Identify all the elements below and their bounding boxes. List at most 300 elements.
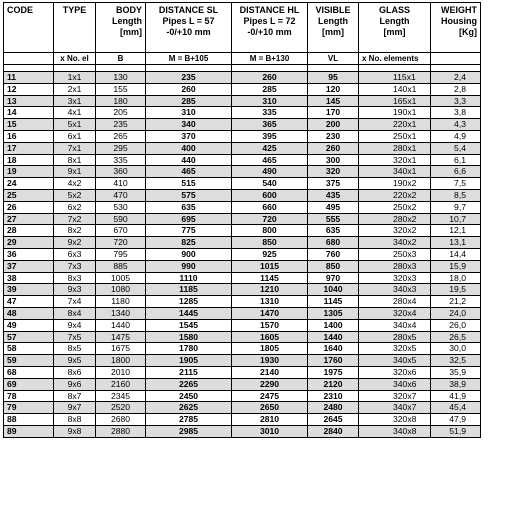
cell-distance-sl: 465 <box>146 166 232 178</box>
table-row <box>4 119 481 131</box>
cell-code: 59 <box>4 355 54 367</box>
cell-weight: 12,1 <box>431 225 481 237</box>
spacer-row <box>4 65 481 72</box>
cell-distance-hl: 3010 <box>232 425 308 437</box>
table-row <box>4 248 481 260</box>
cell-glass: 280x4 <box>359 296 431 308</box>
cell-code: 47 <box>4 296 54 308</box>
cell-weight: 47,9 <box>431 414 481 426</box>
cell-glass: 190x1 <box>359 107 431 119</box>
cell-type: 6x3 <box>54 248 96 260</box>
table-row <box>4 390 481 402</box>
cell-glass: 280x5 <box>359 331 431 343</box>
cell-distance-hl: 1805 <box>232 343 308 355</box>
cell-type: 2x1 <box>54 83 96 95</box>
cell-type: 8x6 <box>54 366 96 378</box>
table-row <box>4 189 481 201</box>
cell-visible: 230 <box>308 130 359 142</box>
cell-glass: 320x2 <box>359 225 431 237</box>
cell-code: 49 <box>4 319 54 331</box>
cell-glass: 320x3 <box>359 272 431 284</box>
cell-distance-sl: 260 <box>146 83 232 95</box>
cell-code: 69 <box>4 378 54 390</box>
cell-weight: 3,3 <box>431 95 481 107</box>
cell-code: 36 <box>4 248 54 260</box>
table-row <box>4 425 481 437</box>
cell-distance-sl: 1905 <box>146 355 232 367</box>
cell-type: 7x2 <box>54 213 96 225</box>
cell-body: 1080 <box>96 284 146 296</box>
cell-glass: 115x1 <box>359 72 431 84</box>
subheader-glass: x No. elements <box>359 53 431 65</box>
subheader-weight <box>431 53 481 65</box>
cell-visible: 555 <box>308 213 359 225</box>
cell-code: 48 <box>4 307 54 319</box>
cell-glass: 220x1 <box>359 119 431 131</box>
header-distance-sl: DISTANCE SL Pipes L = 57 -0/+10 mm <box>146 3 232 53</box>
cell-body: 360 <box>96 166 146 178</box>
table-row <box>4 72 481 84</box>
table-row <box>4 414 481 426</box>
cell-distance-sl: 2450 <box>146 390 232 402</box>
table-row <box>4 378 481 390</box>
cell-glass: 250x2 <box>359 201 431 213</box>
cell-body: 590 <box>96 213 146 225</box>
subheader-row <box>4 53 481 65</box>
cell-glass: 320x4 <box>359 307 431 319</box>
cell-weight: 18,0 <box>431 272 481 284</box>
cell-type: 8x8 <box>54 414 96 426</box>
cell-body: 1005 <box>96 272 146 284</box>
cell-visible: 260 <box>308 142 359 154</box>
cell-weight: 30,0 <box>431 343 481 355</box>
cell-distance-sl: 1780 <box>146 343 232 355</box>
cell-visible: 850 <box>308 260 359 272</box>
table-row <box>4 307 481 319</box>
cell-visible: 635 <box>308 225 359 237</box>
cell-visible: 495 <box>308 201 359 213</box>
cell-distance-sl: 370 <box>146 130 232 142</box>
cell-distance-sl: 1110 <box>146 272 232 284</box>
cell-distance-sl: 310 <box>146 107 232 119</box>
cell-glass: 220x2 <box>359 189 431 201</box>
cell-visible: 1760 <box>308 355 359 367</box>
cell-glass: 340x7 <box>359 402 431 414</box>
cell-visible: 1305 <box>308 307 359 319</box>
cell-code: 27 <box>4 213 54 225</box>
cell-body: 2680 <box>96 414 146 426</box>
cell-weight: 15,9 <box>431 260 481 272</box>
cell-weight: 8,5 <box>431 189 481 201</box>
cell-distance-hl: 310 <box>232 95 308 107</box>
cell-code: 12 <box>4 83 54 95</box>
cell-weight: 26,0 <box>431 319 481 331</box>
cell-distance-hl: 1470 <box>232 307 308 319</box>
cell-type: 8x4 <box>54 307 96 319</box>
cell-code: 16 <box>4 130 54 142</box>
cell-code: 89 <box>4 425 54 437</box>
cell-distance-sl: 695 <box>146 213 232 225</box>
cell-distance-sl: 340 <box>146 119 232 131</box>
cell-body: 265 <box>96 130 146 142</box>
cell-weight: 14,4 <box>431 248 481 260</box>
table-row <box>4 201 481 213</box>
cell-weight: 51,9 <box>431 425 481 437</box>
cell-distance-sl: 1580 <box>146 331 232 343</box>
cell-visible: 1640 <box>308 343 359 355</box>
cell-distance-hl: 660 <box>232 201 308 213</box>
header-glass: GLASS Length [mm] <box>359 3 431 53</box>
table-row <box>4 213 481 225</box>
cell-glass: 280x1 <box>359 142 431 154</box>
cell-glass: 340x8 <box>359 425 431 437</box>
cell-code: 57 <box>4 331 54 343</box>
cell-distance-hl: 1930 <box>232 355 308 367</box>
cell-body: 885 <box>96 260 146 272</box>
cell-visible: 200 <box>308 119 359 131</box>
cell-glass: 320x6 <box>359 366 431 378</box>
table-row <box>4 319 481 331</box>
table-row <box>4 142 481 154</box>
table-row <box>4 83 481 95</box>
cell-body: 2010 <box>96 366 146 378</box>
cell-weight: 35,9 <box>431 366 481 378</box>
cell-body: 1675 <box>96 343 146 355</box>
subheader-type: x No. el <box>54 53 96 65</box>
cell-weight: 6,1 <box>431 154 481 166</box>
cell-distance-hl: 1310 <box>232 296 308 308</box>
cell-type: 4x2 <box>54 178 96 190</box>
cell-type: 8x1 <box>54 154 96 166</box>
cell-visible: 760 <box>308 248 359 260</box>
cell-type: 9x8 <box>54 425 96 437</box>
cell-type: 4x1 <box>54 107 96 119</box>
header-type: TYPE <box>54 3 96 53</box>
cell-weight: 24,0 <box>431 307 481 319</box>
cell-distance-sl: 990 <box>146 260 232 272</box>
cell-distance-hl: 2650 <box>232 402 308 414</box>
cell-glass: 280x3 <box>359 260 431 272</box>
cell-distance-sl: 2625 <box>146 402 232 414</box>
subheader-visible: VL <box>308 53 359 65</box>
cell-distance-sl: 1545 <box>146 319 232 331</box>
cell-code: 68 <box>4 366 54 378</box>
dimensions-table <box>3 2 481 438</box>
cell-distance-sl: 515 <box>146 178 232 190</box>
cell-body: 1800 <box>96 355 146 367</box>
cell-glass: 320x1 <box>359 154 431 166</box>
cell-visible: 320 <box>308 166 359 178</box>
subheader-distance-sl: M = B+105 <box>146 53 232 65</box>
cell-visible: 2840 <box>308 425 359 437</box>
table-row <box>4 237 481 249</box>
cell-code: 25 <box>4 189 54 201</box>
cell-visible: 1400 <box>308 319 359 331</box>
cell-distance-sl: 635 <box>146 201 232 213</box>
cell-distance-hl: 850 <box>232 237 308 249</box>
cell-distance-hl: 490 <box>232 166 308 178</box>
table-row <box>4 366 481 378</box>
cell-body: 180 <box>96 95 146 107</box>
cell-code: 15 <box>4 119 54 131</box>
cell-weight: 19,5 <box>431 284 481 296</box>
cell-type: 5x1 <box>54 119 96 131</box>
cell-distance-sl: 2265 <box>146 378 232 390</box>
cell-body: 670 <box>96 225 146 237</box>
cell-distance-hl: 1210 <box>232 284 308 296</box>
cell-code: 78 <box>4 390 54 402</box>
cell-distance-hl: 465 <box>232 154 308 166</box>
cell-weight: 4,9 <box>431 130 481 142</box>
cell-body: 1180 <box>96 296 146 308</box>
cell-code: 37 <box>4 260 54 272</box>
cell-type: 8x7 <box>54 390 96 402</box>
cell-code: 19 <box>4 166 54 178</box>
cell-distance-hl: 2810 <box>232 414 308 426</box>
cell-weight: 5,4 <box>431 142 481 154</box>
table-row <box>4 130 481 142</box>
table-row <box>4 272 481 284</box>
cell-weight: 7,5 <box>431 178 481 190</box>
cell-distance-sl: 2985 <box>146 425 232 437</box>
cell-code: 24 <box>4 178 54 190</box>
cell-body: 470 <box>96 189 146 201</box>
cell-code: 11 <box>4 72 54 84</box>
cell-distance-hl: 925 <box>232 248 308 260</box>
cell-glass: 340x1 <box>359 166 431 178</box>
cell-type: 9x2 <box>54 237 96 249</box>
cell-visible: 1975 <box>308 366 359 378</box>
table-row <box>4 355 481 367</box>
cell-type: 9x7 <box>54 402 96 414</box>
cell-weight: 2,4 <box>431 72 481 84</box>
cell-visible: 1440 <box>308 331 359 343</box>
cell-body: 295 <box>96 142 146 154</box>
cell-visible: 2480 <box>308 402 359 414</box>
subheader-code <box>4 53 54 65</box>
table-row <box>4 296 481 308</box>
cell-body: 2160 <box>96 378 146 390</box>
subheader-body: B <box>96 53 146 65</box>
cell-glass: 250x3 <box>359 248 431 260</box>
cell-distance-sl: 1185 <box>146 284 232 296</box>
cell-distance-hl: 260 <box>232 72 308 84</box>
cell-visible: 435 <box>308 189 359 201</box>
cell-body: 530 <box>96 201 146 213</box>
cell-distance-hl: 365 <box>232 119 308 131</box>
cell-visible: 680 <box>308 237 359 249</box>
cell-type: 8x5 <box>54 343 96 355</box>
cell-weight: 21,2 <box>431 296 481 308</box>
cell-body: 235 <box>96 119 146 131</box>
cell-weight: 2,8 <box>431 83 481 95</box>
table-row <box>4 284 481 296</box>
cell-type: 7x3 <box>54 260 96 272</box>
cell-distance-sl: 2115 <box>146 366 232 378</box>
cell-body: 205 <box>96 107 146 119</box>
cell-code: 28 <box>4 225 54 237</box>
cell-weight: 45,4 <box>431 402 481 414</box>
table-row <box>4 154 481 166</box>
cell-distance-sl: 1445 <box>146 307 232 319</box>
cell-distance-hl: 1605 <box>232 331 308 343</box>
cell-weight: 26,5 <box>431 331 481 343</box>
cell-weight: 9,7 <box>431 201 481 213</box>
table-row <box>4 331 481 343</box>
cell-weight: 13,1 <box>431 237 481 249</box>
cell-glass: 190x2 <box>359 178 431 190</box>
cell-code: 13 <box>4 95 54 107</box>
cell-distance-hl: 2140 <box>232 366 308 378</box>
cell-type: 9x5 <box>54 355 96 367</box>
cell-visible: 375 <box>308 178 359 190</box>
cell-visible: 145 <box>308 95 359 107</box>
table-row <box>4 166 481 178</box>
cell-type: 7x1 <box>54 142 96 154</box>
cell-type: 5x2 <box>54 189 96 201</box>
table-row <box>4 343 481 355</box>
cell-visible: 1040 <box>308 284 359 296</box>
cell-weight: 6,6 <box>431 166 481 178</box>
cell-glass: 340x5 <box>359 355 431 367</box>
cell-type: 9x6 <box>54 378 96 390</box>
cell-body: 720 <box>96 237 146 249</box>
cell-code: 18 <box>4 154 54 166</box>
table-row <box>4 225 481 237</box>
cell-glass: 320x8 <box>359 414 431 426</box>
cell-distance-sl: 575 <box>146 189 232 201</box>
subheader-distance-hl: M = B+130 <box>232 53 308 65</box>
table-body <box>4 72 481 438</box>
header-visible: VISIBLE Length [mm] <box>308 3 359 53</box>
cell-distance-hl: 425 <box>232 142 308 154</box>
cell-distance-sl: 440 <box>146 154 232 166</box>
cell-code: 79 <box>4 402 54 414</box>
cell-distance-hl: 720 <box>232 213 308 225</box>
cell-glass: 340x6 <box>359 378 431 390</box>
cell-distance-sl: 775 <box>146 225 232 237</box>
cell-body: 1475 <box>96 331 146 343</box>
cell-distance-sl: 1285 <box>146 296 232 308</box>
cell-glass: 165x1 <box>359 95 431 107</box>
cell-body: 795 <box>96 248 146 260</box>
cell-code: 39 <box>4 284 54 296</box>
header-body: BODY Length [mm] <box>96 3 146 53</box>
cell-weight: 38,9 <box>431 378 481 390</box>
cell-weight: 4,3 <box>431 119 481 131</box>
cell-visible: 1145 <box>308 296 359 308</box>
cell-type: 1x1 <box>54 72 96 84</box>
cell-body: 2520 <box>96 402 146 414</box>
table-header <box>4 3 481 72</box>
cell-code: 29 <box>4 237 54 249</box>
cell-distance-hl: 800 <box>232 225 308 237</box>
cell-type: 8x2 <box>54 225 96 237</box>
cell-body: 130 <box>96 72 146 84</box>
cell-weight: 10,7 <box>431 213 481 225</box>
cell-body: 1340 <box>96 307 146 319</box>
cell-type: 3x1 <box>54 95 96 107</box>
cell-distance-sl: 825 <box>146 237 232 249</box>
cell-distance-sl: 235 <box>146 72 232 84</box>
cell-weight: 3,8 <box>431 107 481 119</box>
cell-glass: 340x2 <box>359 237 431 249</box>
cell-type: 8x3 <box>54 272 96 284</box>
cell-distance-sl: 900 <box>146 248 232 260</box>
table-row <box>4 260 481 272</box>
cell-visible: 2310 <box>308 390 359 402</box>
header-code: CODE <box>4 3 54 53</box>
cell-code: 26 <box>4 201 54 213</box>
cell-type: 6x2 <box>54 201 96 213</box>
cell-glass: 340x4 <box>359 319 431 331</box>
cell-body: 1440 <box>96 319 146 331</box>
cell-type: 7x5 <box>54 331 96 343</box>
cell-distance-hl: 600 <box>232 189 308 201</box>
table-row <box>4 402 481 414</box>
cell-distance-hl: 2290 <box>232 378 308 390</box>
cell-code: 58 <box>4 343 54 355</box>
cell-visible: 300 <box>308 154 359 166</box>
cell-body: 335 <box>96 154 146 166</box>
cell-glass: 340x3 <box>359 284 431 296</box>
cell-type: 9x4 <box>54 319 96 331</box>
cell-type: 6x1 <box>54 130 96 142</box>
cell-body: 2345 <box>96 390 146 402</box>
cell-glass: 280x2 <box>359 213 431 225</box>
cell-visible: 2645 <box>308 414 359 426</box>
cell-type: 7x4 <box>54 296 96 308</box>
cell-visible: 95 <box>308 72 359 84</box>
cell-body: 155 <box>96 83 146 95</box>
cell-distance-hl: 540 <box>232 178 308 190</box>
cell-glass: 250x1 <box>359 130 431 142</box>
cell-weight: 41,9 <box>431 390 481 402</box>
cell-distance-hl: 1570 <box>232 319 308 331</box>
cell-body: 2880 <box>96 425 146 437</box>
cell-code: 88 <box>4 414 54 426</box>
cell-distance-hl: 285 <box>232 83 308 95</box>
cell-visible: 170 <box>308 107 359 119</box>
cell-type: 9x1 <box>54 166 96 178</box>
cell-distance-hl: 395 <box>232 130 308 142</box>
table-row <box>4 178 481 190</box>
header-distance-hl: DISTANCE HL Pipes L = 72 -0/+10 mm <box>232 3 308 53</box>
cell-visible: 970 <box>308 272 359 284</box>
cell-distance-hl: 335 <box>232 107 308 119</box>
cell-distance-sl: 400 <box>146 142 232 154</box>
cell-body: 410 <box>96 178 146 190</box>
cell-code: 17 <box>4 142 54 154</box>
cell-distance-sl: 2785 <box>146 414 232 426</box>
cell-visible: 120 <box>308 83 359 95</box>
table-row <box>4 95 481 107</box>
cell-glass: 320x7 <box>359 390 431 402</box>
cell-glass: 140x1 <box>359 83 431 95</box>
cell-distance-hl: 2475 <box>232 390 308 402</box>
cell-type: 9x3 <box>54 284 96 296</box>
cell-glass: 320x5 <box>359 343 431 355</box>
cell-distance-sl: 285 <box>146 95 232 107</box>
table-row <box>4 107 481 119</box>
header-weight: WEIGHT Housing [Kg] <box>431 3 481 53</box>
cell-distance-hl: 1145 <box>232 272 308 284</box>
cell-code: 38 <box>4 272 54 284</box>
cell-code: 14 <box>4 107 54 119</box>
cell-visible: 2120 <box>308 378 359 390</box>
cell-distance-hl: 1015 <box>232 260 308 272</box>
cell-weight: 32,5 <box>431 355 481 367</box>
